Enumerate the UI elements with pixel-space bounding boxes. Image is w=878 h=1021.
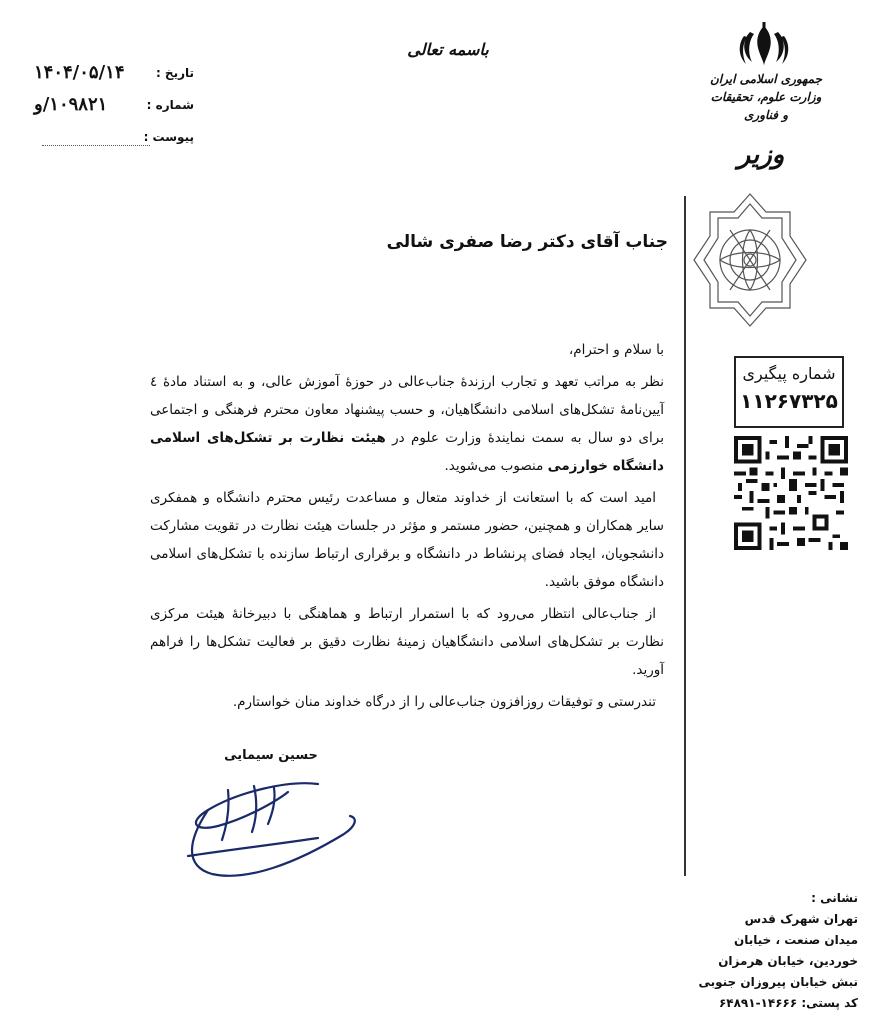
paragraph-1	[150, 368, 664, 480]
number-value: ۱۰۹۸۲۱/و	[34, 94, 108, 115]
ornament-icon	[690, 190, 810, 330]
signer-name: حسین سیمایی	[224, 748, 318, 763]
tracking-label: شماره پیگیری	[742, 364, 836, 383]
number-label: شماره :	[146, 98, 194, 112]
address-line-3: خوردین، خیابان هرمزان	[718, 954, 858, 968]
paragraph-1-text: نظر به مراتب تعهد و تجارب ارزندهٔ جناب‌عالی در حوزهٔ آموزش عالی، و به استناد مادهٔ ٤ آیین‌نامهٔ تشکل‌های اسلامی دانشگاهیان، و حسب پیشنهاد معاون محترم فرهنگی و اجتماعی برای دو سال به سمت نمایندهٔ وزارت علوم در	[150, 374, 665, 446]
address-block	[698, 888, 858, 1014]
recipient-line: جناب آقای دکتر رضا صفری شالی	[386, 232, 668, 252]
postal-code: کد پستی: ۱۴۶۶۶-۶۴۸۹۱	[718, 996, 858, 1010]
address-line-1: تهران شهرک قدس	[744, 912, 858, 926]
date-value: ۱۴۰۴/۰۵/۱۴	[34, 62, 125, 83]
paragraph-1-end: منصوب می‌شوید.	[444, 458, 544, 474]
letter-body	[150, 336, 664, 720]
iran-emblem-icon	[736, 22, 792, 70]
address-label: نشانی :	[811, 891, 858, 905]
ministry-name: وزارت علوم، تحقیقات و فناوری	[710, 90, 822, 122]
paragraph-4: تندرستی و توفیقات روزافزون جناب‌عالی را از درگاه خداوند منان خواستارم.	[232, 694, 656, 710]
vertical-divider	[684, 196, 686, 876]
paragraph-1-bold: هیئت نظارت بر تشکل‌های اسلامی دانشگاه خوارزمی	[150, 430, 664, 474]
emblem-text	[706, 70, 826, 124]
tracking-number: ۱۱۲۶۷۳۲۵	[740, 389, 838, 413]
signature-icon	[168, 770, 368, 890]
address-line-2: میدان صنعت ، خیابان	[734, 933, 858, 947]
qr-code-icon	[734, 436, 848, 550]
number-row	[34, 94, 194, 116]
minister-title: وزیر	[737, 140, 785, 170]
attachment-row	[34, 126, 194, 148]
address-line-4: نبش خیابان پیروزان جنوبی	[698, 975, 858, 989]
date-row	[34, 62, 194, 84]
greeting: با سلام و احترام،	[568, 342, 664, 358]
attachment-line	[42, 145, 150, 146]
attachment-label: پیوست :	[143, 130, 194, 144]
paragraph-2: امید است که با استعانت از خداوند متعال و مساعدت رئیس محترم دانشگاه و همفکری سایر همکاران و همچنین، حضور مستمر و مؤثر در جلسات هیئت نظارت در تقویت مشارکت دانشجویان، ایجاد فضای پرنشاط در دانشگاه و برقراری ارتباط سازنده با تشکل‌های اسلامی دانشگاه موفق باشید.	[150, 490, 664, 590]
basmala: باسمه تعالی	[407, 40, 489, 59]
tracking-box	[734, 356, 844, 428]
date-label: تاریخ :	[155, 66, 194, 80]
country-name: جمهوری اسلامی ایران	[709, 72, 823, 86]
paragraph-3: از جناب‌عالی انتظار می‌رود که با استمرار ارتباط و هماهنگی با دبیرخانهٔ هیئت مرکزی نظارت بر تشکل‌های اسلامی دانشگاهیان زمینهٔ نظارت دقیق بر فعالیت تشکل‌ها را فراهم آورید.	[150, 606, 664, 678]
